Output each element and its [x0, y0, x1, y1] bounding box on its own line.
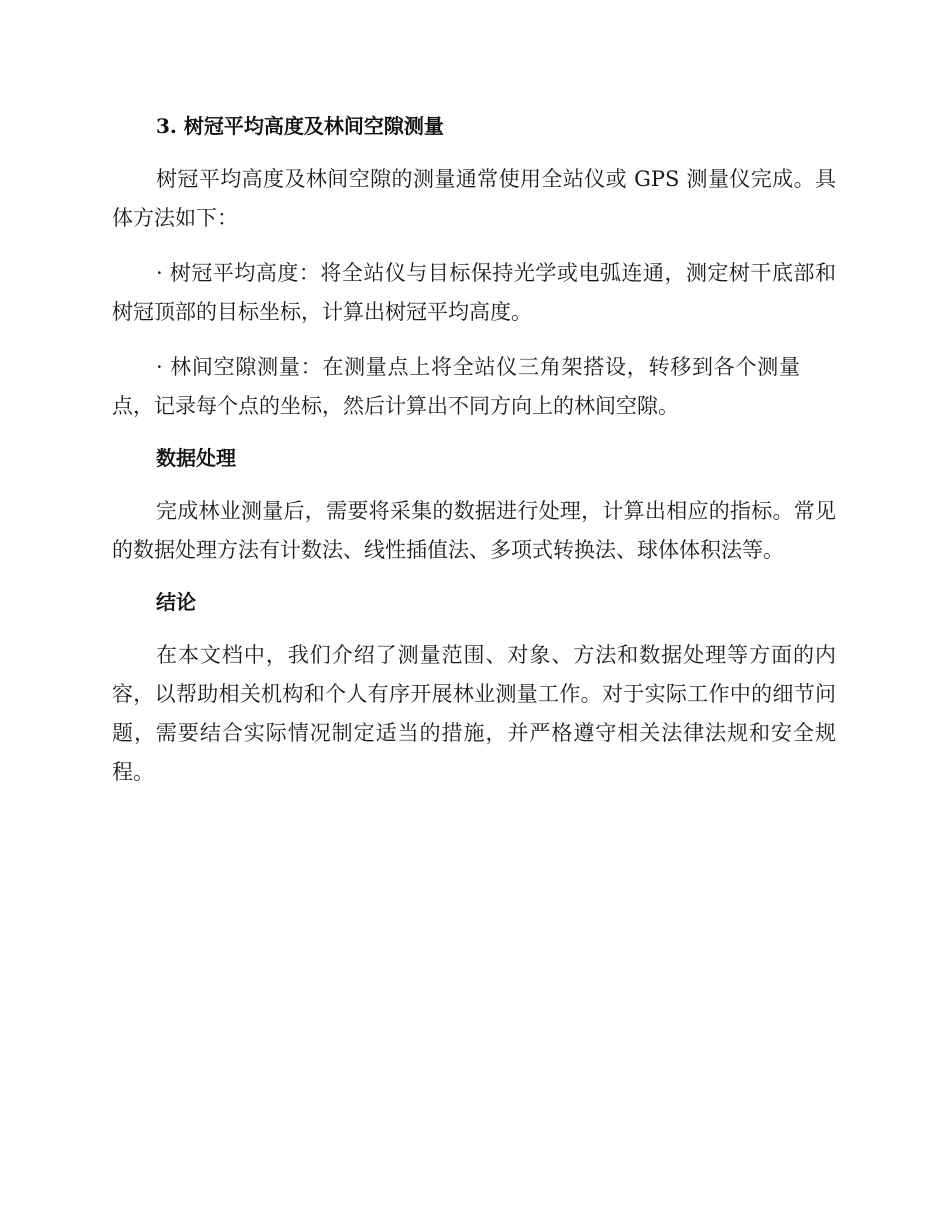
paragraph-data-processing: 完成林业测量后，需要将采集的数据进行处理，计算出相应的指标。常见的数据处理方法有计数法、线性插值法、多项式转换法、球体体积法等。 [112, 499, 836, 562]
section-heading-data-processing: 数据处理 [156, 446, 236, 470]
section-heading-canopy-measurement: 3. 树冠平均高度及林间空隙测量 [156, 114, 444, 138]
section-heading-conclusion: 结论 [156, 590, 196, 614]
paragraph-canopy-intro: 树冠平均高度及林间空隙的测量通常使用全站仪或 GPS 测量仪完成。具体方法如下： [112, 167, 836, 230]
paragraph-conclusion: 在本文档中，我们介绍了测量范围、对象、方法和数据处理等方面的内容，以帮助相关机构和个人有序开展林业测量工作。对于实际工作中的细节问题，需要结合实际情况制定适当的措施，并严格遵守相关法律法规和安全规程。 [112, 643, 836, 784]
document-page [112, 110, 836, 808]
bullet-canopy-average-height: · 树冠平均高度：将全站仪与目标保持光学或电弧连通，测定树干底部和树冠顶部的目标坐标，计算出树冠平均高度。 [112, 261, 836, 324]
bullet-forest-gap-measurement: · 林间空隙测量：在测量点上将全站仪三角架搭设，转移到各个测量点，记录每个点的坐标，然后计算出不同方向上的林间空隙。 [112, 355, 800, 418]
